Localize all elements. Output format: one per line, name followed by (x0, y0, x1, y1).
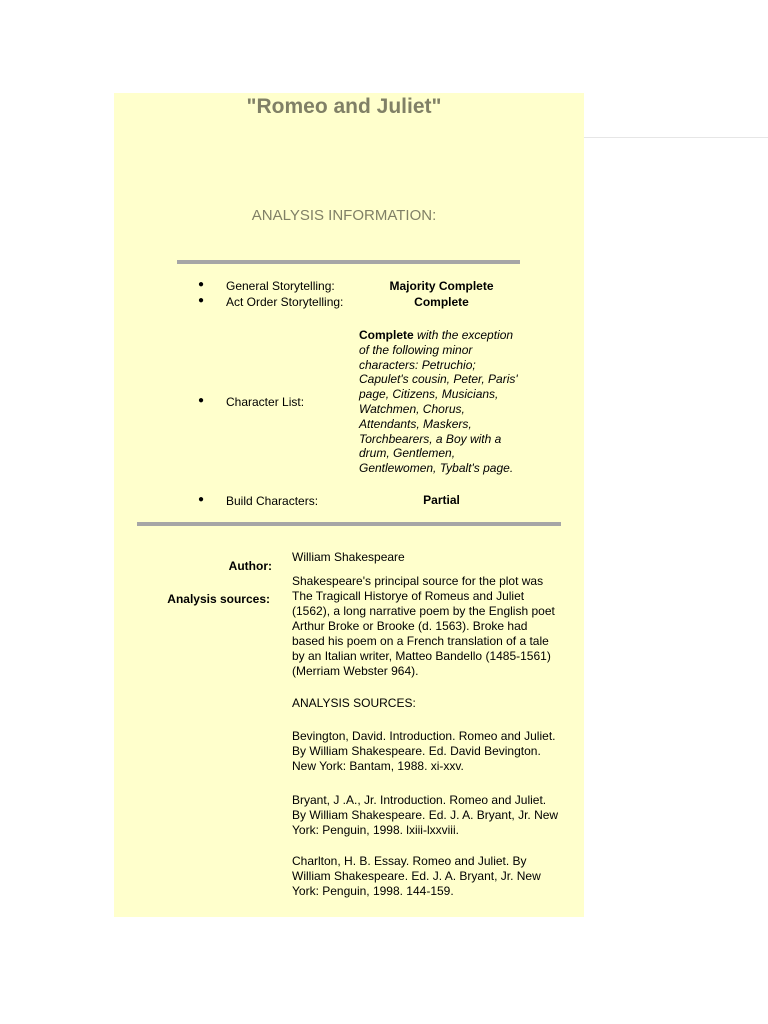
divider-rule-bottom (137, 522, 561, 526)
source-paragraph: Shakespeare's principal source for the plot was The Tragicall Historye of Romeus and Juliet (1562), a long narrative poem by the English poet Arthur Broke or Brooke (d. 1563). Broke had based his poem on a French translation of a tale by an Italian writer, Matteo Bandello (1485-1561) (Merriam Webster 964). (292, 574, 555, 678)
bullet-icon: ● (198, 295, 205, 306)
item-label: Character List: (226, 395, 305, 409)
item-value: Complete (414, 295, 469, 309)
analysis-panel (114, 93, 584, 917)
divider-rule-top (177, 260, 520, 264)
bullet-icon: ● (198, 279, 205, 290)
character-list-note (359, 328, 524, 476)
note-italic: with the exception of the following minor characters: Petruchio; Capulet's cousin, Peter, Paris' page, Citizens, Musicians, Watchmen, Chorus, Attendants, Maskers, Torchbearers, a Boy with a drum, Gentlemen, Gentlewomen, Tybalt's page. (359, 328, 518, 476)
item-value: Partial (423, 493, 460, 507)
item-value: Majority Complete (389, 279, 494, 293)
section-heading: ANALYSIS INFORMATION: (251, 207, 437, 224)
page-title: "Romeo and Juliet" (246, 95, 442, 118)
sources-label: Analysis sources: (167, 592, 270, 606)
bullet-icon: ● (198, 494, 205, 505)
bullet-icon: ● (198, 395, 205, 406)
item-label: General Storytelling: (226, 279, 335, 293)
sources-heading: ANALYSIS SOURCES: (292, 696, 416, 710)
citation-item: Charlton, H. B. Essay. Romeo and Juliet. By William Shakespeare. Ed. J. A. Bryant, Jr. New York: Penguin, 1998. 144-159. (292, 854, 541, 898)
item-label: Act Order Storytelling: (226, 295, 344, 309)
author-name: William Shakespeare (292, 550, 405, 564)
note-bold: Complete (359, 328, 414, 342)
item-label: Build Characters: (226, 494, 319, 508)
citation-item: Bryant, J .A., Jr. Introduction. Romeo and Juliet. By William Shakespeare. Ed. J. A. Bryant, Jr. New York: Penguin, 1998. lxiii-lxxviii. (292, 793, 559, 837)
author-label: Author: (228, 559, 272, 573)
citation-item: Bevington, David. Introduction. Romeo and Juliet. By William Shakespeare. Ed. David Bevington. New York: Bantam, 1988. xi-xxv. (292, 729, 556, 773)
